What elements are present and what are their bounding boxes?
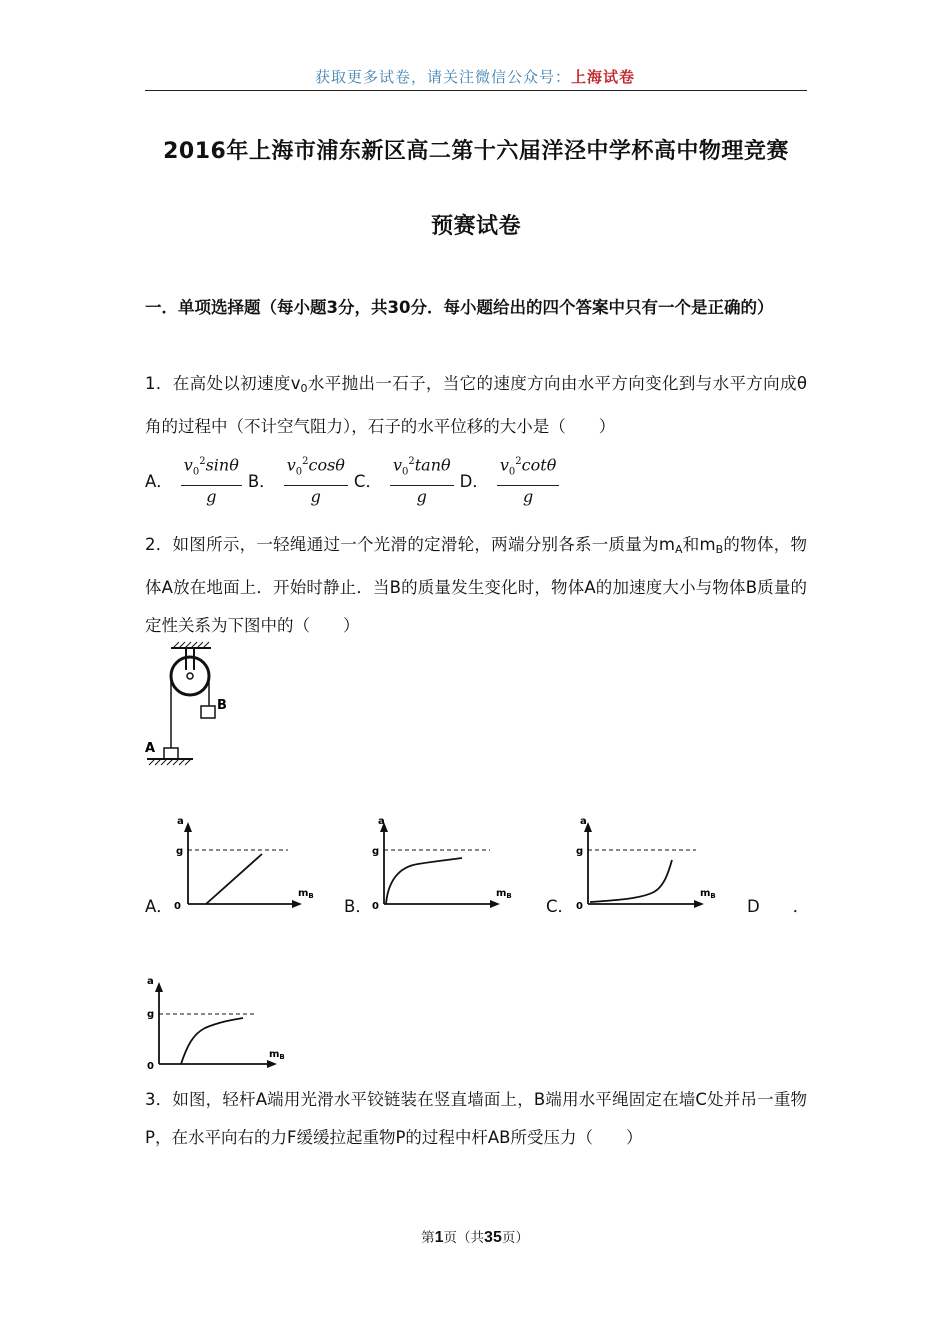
svg-text:0: 0 (174, 901, 181, 912)
section1-heading: 一．单项选择题（每小题3分，共30分．每小题给出的四个答案中只有一个是正确的） (145, 298, 774, 317)
exam-title-line2: 预赛试卷 (430, 214, 521, 239)
graph-d (143, 970, 303, 1070)
option-b-formula: $\frac{v_0^2\cos\theta}{g}$ (284, 452, 348, 508)
svg-text:mB: $m_B$ (298, 888, 314, 900)
svg-text:0: 0 (372, 901, 379, 912)
svg-text:mB: $m_B$ (700, 888, 716, 900)
graph-a-curve (206, 854, 262, 904)
graph-d-curve (181, 1018, 243, 1064)
svg-text:mB: $m_B$ (269, 1049, 285, 1061)
option-d-formula: $\frac{v_0^2\cot\theta}{g}$ (497, 452, 559, 508)
option-a-formula: $\frac{v_0^2\sin\theta}{g}$ (181, 452, 242, 508)
header-brand[interactable]: 上海试卷 (571, 68, 636, 86)
question-1-options (145, 452, 565, 508)
option-d-label[interactable]: D． (459, 471, 489, 491)
graph-c-curve (590, 860, 672, 902)
svg-text:g: g (576, 846, 584, 857)
svg-text:a: a (177, 816, 184, 827)
svg-text:g: g (176, 846, 184, 857)
option-c-formula: $\frac{v_0^2\tan\theta}{g}$ (390, 452, 454, 508)
label-b: B (217, 698, 227, 713)
graph-option-d-label[interactable]: D ． (747, 897, 810, 916)
block-b (201, 706, 215, 718)
page-header (145, 66, 805, 87)
svg-text:a: a (147, 976, 154, 987)
svg-text:0: 0 (576, 901, 583, 912)
question-1: 1．在高处以初速度$v_0$水平抛出一石子，当它的速度方向由水平方向变化到与水平方向成θ角的过程中（不计空气阻力），石子的水平位移的大小是（ ） (145, 374, 807, 436)
page-footer: 第1页（共35页） (421, 1229, 529, 1246)
page-total: 35 (484, 1229, 502, 1246)
graph-option-b-label[interactable]: B． (344, 897, 372, 916)
question-3: 3．如图，轻杆A端用光滑水平铰链装在竖直墙面上，B端用水平绳固定在墙C处并吊一重物P，在水平向右的力F缓缓拉起重物P的过程中杆AB所受压力（ ） (145, 1090, 807, 1147)
svg-text:g: g (147, 1009, 155, 1020)
page-number: 1 (434, 1229, 444, 1246)
graph-a (168, 812, 318, 912)
exam-title-line1: 2016年上海市浦东新区高二第十六届洋泾中学杯高中物理竞赛 (163, 139, 789, 164)
graph-c (572, 812, 722, 912)
block-a (164, 748, 178, 759)
graph-b (368, 812, 518, 912)
label-a: A (145, 741, 156, 756)
header-divider (145, 90, 807, 91)
graph-b-curve (386, 858, 462, 904)
svg-text:0: 0 (147, 1061, 154, 1070)
svg-text:a: a (580, 816, 587, 827)
graph-option-a-label[interactable]: A． (145, 897, 173, 916)
svg-text:g: g (372, 846, 380, 857)
graph-option-c-label[interactable]: C． (546, 897, 575, 916)
header-note: 获取更多试卷，请关注微信公众号： (314, 68, 571, 86)
option-c-label[interactable]: C． (353, 471, 382, 491)
option-a-label[interactable]: A． (145, 471, 173, 491)
pulley-wheel (171, 657, 209, 695)
question-2: 2．如图所示，一轻绳通过一个光滑的定滑轮，两端分别各系一质量为$m_A$和$m_B$的物体，物体A放在地面上．开始时静止．当B的质量发生变化时，物体A的加速度大小与物体B质量的定性关系为下图中的（ ） (145, 535, 808, 635)
svg-text:a: a (378, 816, 385, 827)
option-b-label[interactable]: B． (247, 471, 276, 491)
svg-text:mB: $m_B$ (496, 888, 512, 900)
pulley-figure (143, 640, 243, 770)
